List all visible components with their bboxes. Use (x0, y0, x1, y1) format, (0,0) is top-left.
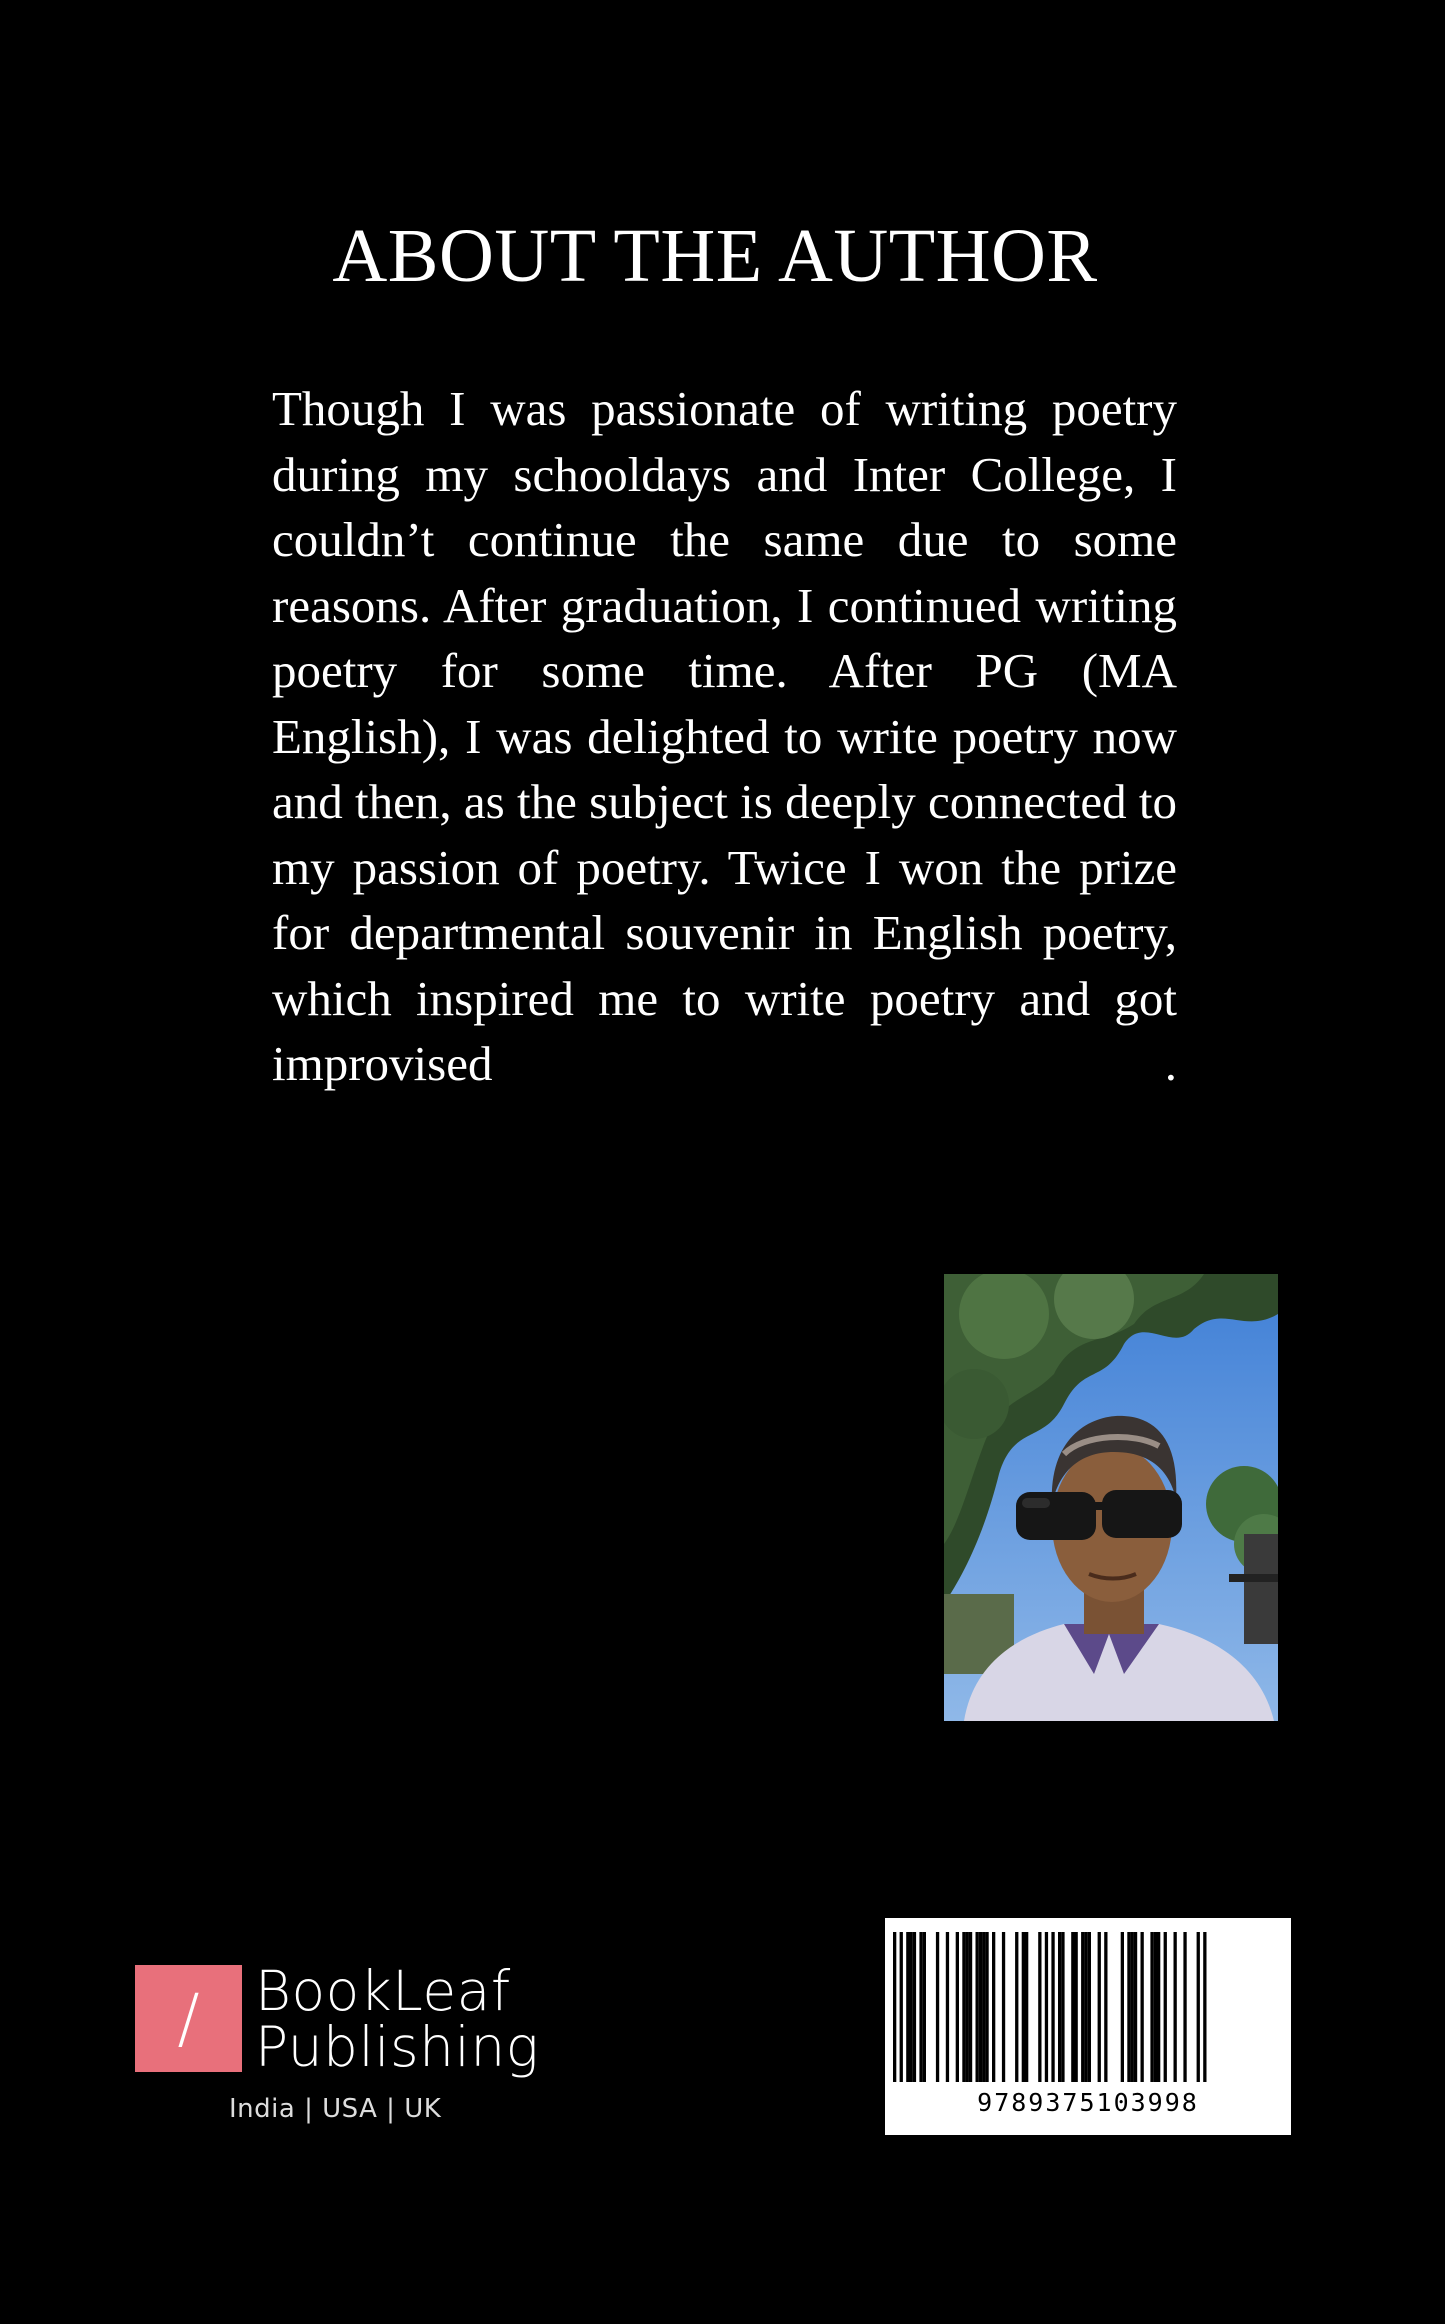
barcode-bar (1015, 1932, 1018, 2082)
publisher-logo (135, 1959, 555, 2132)
author-bio: Though I was passionate of writing poetry during my schooldays and Inter College, I couldn’t continue the same due to some reasons. After graduation, I continued writing poetry for some time. After PG (MA English), I was delighted to write poetry now and then, as the subject is deeply connected to my passion of poetry. Twice I won the prize for departmental souvenir in English poetry, which inspired me to write poetry and got improvised . (272, 381, 1177, 1091)
barcode-bar (919, 1932, 922, 2082)
barcode-bar (1088, 1932, 1091, 2082)
isbn-number: 9789375103998 (977, 2088, 1199, 2117)
barcode-bar (936, 1932, 939, 2082)
barcode-bar (1134, 1932, 1137, 2082)
barcode-bar (900, 1932, 903, 2082)
barcode-bar (1058, 1932, 1061, 2082)
barcode-bar (1002, 1932, 1005, 2082)
barcode-bar (1121, 1932, 1124, 2082)
barcode-bar (956, 1932, 959, 2082)
barcode-bar (913, 1932, 916, 2082)
barcode-bar (1197, 1932, 1200, 2082)
barcode-bar (1131, 1932, 1134, 2082)
barcode-bar (982, 1932, 985, 2082)
barcode-bar (985, 1932, 988, 2082)
barcode-bar (1025, 1932, 1028, 2082)
barcode-bar (1075, 1932, 1078, 2082)
barcode-bar (1071, 1932, 1074, 2082)
barcode-bar (1157, 1932, 1160, 2082)
barcode-bar (893, 1932, 896, 2082)
barcode-bar (1141, 1932, 1144, 2082)
publisher-regions: India | USA | UK (229, 2094, 442, 2124)
barcode-bar (1061, 1932, 1064, 2082)
publisher-logo-mark (135, 1965, 242, 2072)
publisher-name-line1: BookLeaf (255, 1959, 511, 2023)
barcode-bar (1022, 1932, 1025, 2082)
barcode-bar (979, 1932, 982, 2082)
barcode-bar (906, 1932, 909, 2082)
barcode-bar (1098, 1932, 1101, 2082)
isbn-barcode (885, 1918, 1291, 2135)
barcode-bar (1203, 1932, 1206, 2082)
barcode-bar (1081, 1932, 1084, 2082)
author-photo (944, 1274, 1278, 1721)
page-title: ABOUT THE AUTHOR (332, 214, 1098, 298)
barcode-bar (1183, 1932, 1186, 2082)
barcode-bar (1051, 1932, 1054, 2082)
barcode-bar (969, 1932, 972, 2082)
barcode-bar (1127, 1932, 1130, 2082)
barcode-bar (910, 1932, 913, 2082)
barcode-bar (946, 1932, 949, 2082)
barcode-bar (1104, 1932, 1107, 2082)
barcode-bar (1038, 1932, 1041, 2082)
barcode-bar (1150, 1932, 1153, 2082)
barcode-bar (992, 1932, 995, 2082)
barcode-bar (1164, 1932, 1167, 2082)
barcode-bar (966, 1932, 969, 2082)
barcode-bar (962, 1932, 965, 2082)
slash-icon: / (177, 1980, 200, 2057)
barcode-bar (1154, 1932, 1157, 2082)
barcode-bar (1045, 1932, 1048, 2082)
barcode-bar (1174, 1932, 1177, 2082)
barcode-bar (1084, 1932, 1087, 2082)
publisher-name-line2: Publishing (255, 2015, 540, 2079)
barcode-bar (976, 1932, 979, 2082)
barcode-bar (923, 1932, 926, 2082)
